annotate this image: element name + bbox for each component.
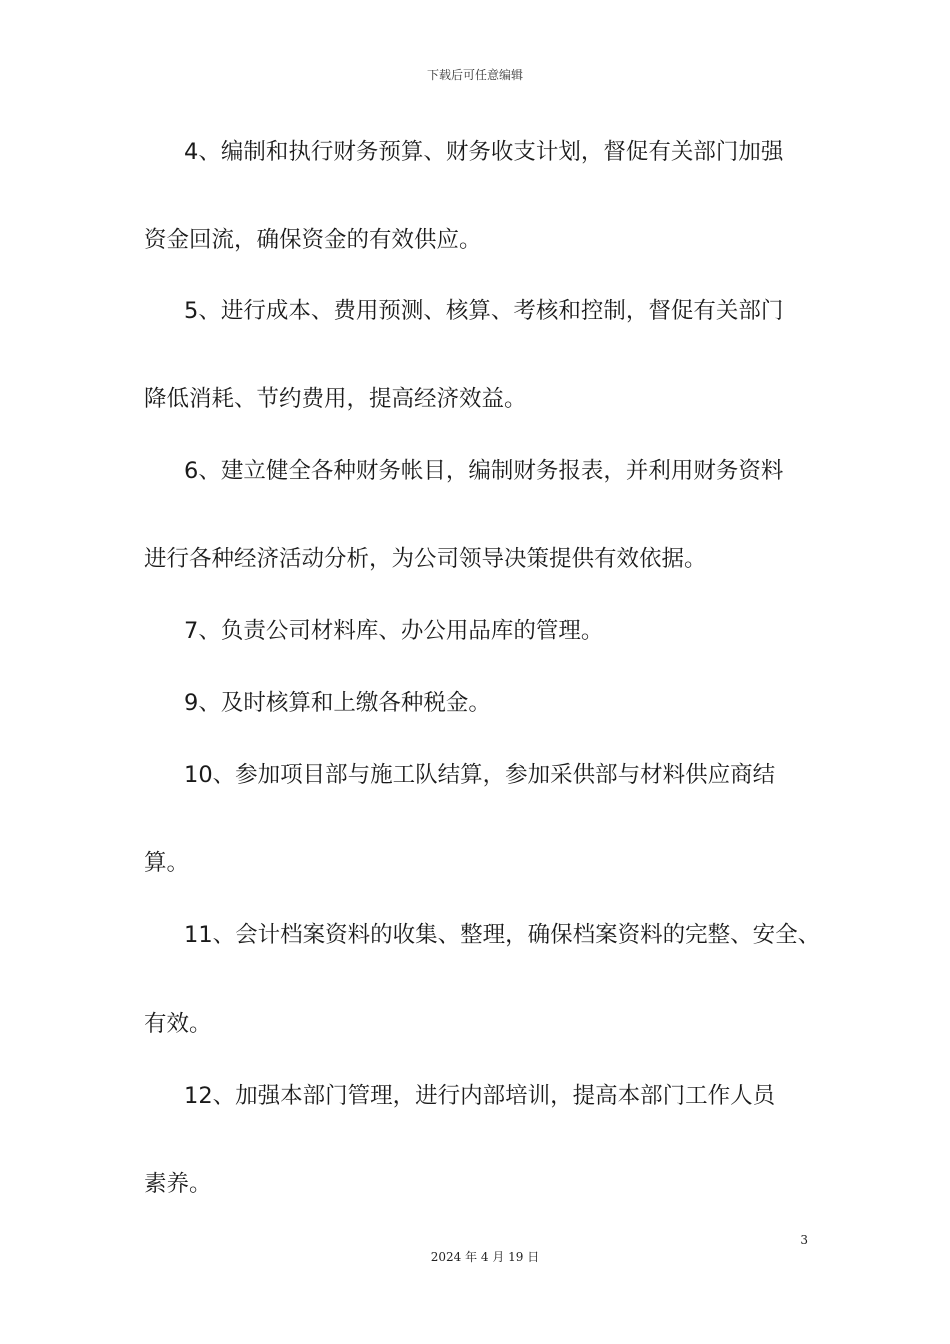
paragraph-10-line-1: 10、参加项目部与施工队结算，参加采供部与材料供应商结 <box>184 762 776 788</box>
paragraph-5-line-1: 5、进行成本、费用预测、核算、考核和控制，督促有关部门 <box>184 298 784 324</box>
paragraph-12-line-2: 素养。 <box>144 1171 212 1197</box>
page-number: 3 <box>800 1233 808 1247</box>
paragraph-9-line-1: 9、及时核算和上缴各种税金。 <box>184 690 491 716</box>
paragraph-4-line-1: 4、编制和执行财务预算、财务收支计划，督促有关部门加强 <box>184 139 784 165</box>
paragraph-10-line-2: 算。 <box>144 850 190 876</box>
paragraph-6-line-1: 6、建立健全各种财务帐目，编制财务报表，并利用财务资料 <box>184 458 784 484</box>
paragraph-6-line-2: 进行各种经济活动分析，为公司领导决策提供有效依据。 <box>144 546 707 572</box>
footer-date: 2024 年 4 月 19 日 <box>430 1250 540 1264</box>
paragraph-7-line-1: 7、负责公司材料库、办公用品库的管理。 <box>184 618 604 644</box>
paragraph-12-line-1: 12、加强本部门管理，进行内部培训，提高本部门工作人员 <box>184 1083 776 1109</box>
paragraph-5-line-2: 降低消耗、节约费用，提高经济效益。 <box>144 386 527 412</box>
page-header: 下载后可任意编辑 <box>426 68 523 82</box>
paragraph-11-line-2: 有效。 <box>144 1011 212 1037</box>
paragraph-4-line-2: 资金回流，确保资金的有效供应。 <box>144 227 482 253</box>
paragraph-11-line-1: 11、会计档案资料的收集、整理，确保档案资料的完整、安全、 <box>184 922 821 948</box>
